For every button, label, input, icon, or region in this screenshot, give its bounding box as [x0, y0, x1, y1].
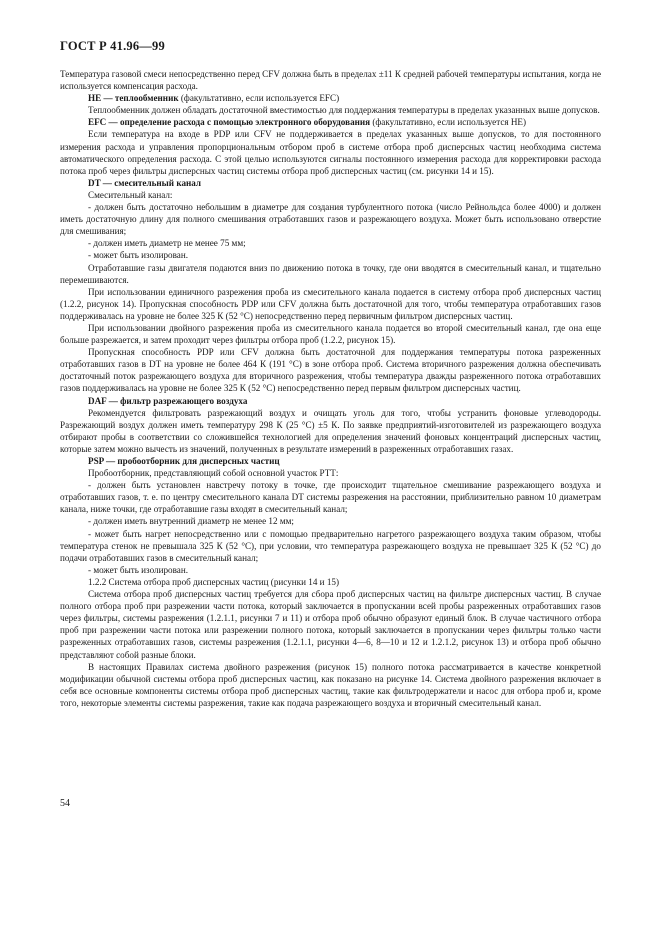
paragraph-text: - должен иметь диаметр не менее 75 мм; — [88, 238, 246, 249]
body-paragraph — [60, 201, 601, 237]
term-heading — [60, 395, 601, 407]
body-paragraph — [60, 286, 601, 322]
paragraph-text: (факультативно, если используется НЕ) — [370, 117, 527, 128]
body-paragraph — [60, 661, 601, 709]
document-body — [60, 68, 601, 709]
paragraph-text: (факультативно, если используется EFC) — [178, 93, 340, 104]
term-heading — [60, 177, 601, 189]
paragraph-text: Пропускная способность PDP или CFV должна быть достаточной для поддержания температуры потока разреженных отработавших газов в DT на уровне не более 464 К (191 °С) в зоне отбора проб. Система вторичного разрежения должна обеспечивать достаточный поток разрежающего воздуха для вторичного разрежения, чтобы температура дважды разреженного потока отработавших газов поддерживалась на уровне не более 325 К (52 °С) непосредственно перед первым фильтром дисперсных частиц. — [60, 347, 601, 394]
paragraph-text: Отработавшие газы двигателя подаются вниз по движению потока в точку, где они вводятся в смесительный канал, и тщательно перемешиваются. — [60, 262, 601, 285]
term-heading — [60, 92, 601, 104]
body-paragraph — [60, 237, 601, 249]
body-paragraph — [60, 104, 601, 116]
paragraph-text: - может быть изолирован. — [88, 564, 188, 575]
document-header: ГОСТ Р 41.96—99 — [60, 39, 165, 53]
term-label: НЕ — теплообменник — [88, 93, 179, 104]
term-label: PSP — пробоотборник для дисперсных частиц — [88, 456, 280, 466]
body-paragraph — [60, 68, 601, 92]
body-paragraph — [60, 588, 601, 661]
paragraph-text: Температура газовой смеси непосредственно перед CFV должна быть в пределах ±11 К средней рабочей температуры испытания, когда не используется компенсация расхода. — [60, 69, 601, 92]
paragraph-text: Если температура на входе в PDP или CFV не поддерживается в пределах указанных выше допусков, то для постоянного измерения расхода и управления пропорциональным отбором проб в системе отбора проб дисперсных частиц необходима система автоматического определения расхода. С этой целью используются сигналы постоянного измерения расхода для корректировки расхода потока проб через фильтры дисперсных частиц системы отбора проб дисперсных частиц (см. рисунки 14 и 15). — [60, 129, 601, 176]
body-paragraph — [60, 515, 601, 527]
paragraph-text: Смесительный канал: — [88, 189, 173, 200]
paragraph-text: В настоящих Правилах система двойного разрежения (рисунок 15) полного потока рассматривается в качестве конкретной модификации обычной системы отбора проб дисперсных частиц, как показано на рисунке 14. Система двойного разрежения включает в себя все основные компоненты системы отбора проб дисперсных частиц, такие как фильтродержатели и насос для отбора проб и, кроме того, некоторые элементы системы разрежения, такие как подача разрежающего воздуха и вторичный смесительный канал. — [60, 661, 601, 708]
body-paragraph — [60, 346, 601, 394]
term-label: DT — смесительный канал — [88, 177, 202, 188]
paragraph-text: Рекомендуется фильтровать разрежающий воздух и очищать уголь для того, чтобы устранить фоновые углеводороды. Разрежающий воздух должен иметь температуру 298 К (25 °С) ±5 К. По заявке предприятий-изготовителей из разрежающего воздуха отбирают пробы в соответствии со сложившейся технологией для определения значений фоновых концентраций дисперсных частиц, которые затем можно вычесть из значений, полученных в результате измерений в разреженных отработавших газах. — [60, 407, 601, 454]
document-page — [60, 38, 601, 709]
body-paragraph — [60, 576, 601, 588]
body-paragraph — [60, 322, 601, 346]
paragraph-text: - может быть нагрет непосредственно или с помощью предварительно нагретого разрежающего воздуха таким образом, чтобы температура стенок не превышала 325 К (52 °С), при условии, что температура разрежающего воздуха не превышает 325 К (52 °С) до подачи отработавших газов в смесительный канал; — [60, 528, 601, 563]
paragraph-text: Теплообменник должен обладать достаточной вместимостью для поддержания температуры в пределах указанных выше допусков. — [88, 105, 600, 116]
paragraph-text: - должен быть достаточно небольшим в диаметре для создания турбулентного потока (число Рейнольдса более 4000) и должен иметь достаточную длину для полного смешивания отработавших газов и разрежающего воздуха. Может быть использовано отверстие для смешивания; — [60, 202, 601, 237]
paragraph-text: - должен иметь внутренний диаметр не менее 12 мм; — [88, 516, 294, 527]
paragraph-text: При использовании двойного разрежения проба из смесительного канала подается во второй смесительный канал, где она еще больше разрежается, и затем проходит через фильтры отбора проб (1.2.2, рисунок 15). — [60, 322, 601, 346]
paragraph-text: При использовании единичного разрежения проба из смесительного канала подается в систему отбора проб дисперсных частиц (1.2.2, рисунок 14). Пропускная способность PDP или CFV должна быть достаточной для того, чтобы температура отработавших газов поддерживалась на уровне не более 325 К (52 °С) непосредственно перед первичным фильтром дисперсных частиц. — [60, 286, 601, 321]
paragraph-text: 1.2.2 Система отбора проб дисперсных частиц (рисунки 14 и 15) — [88, 576, 339, 587]
body-paragraph — [60, 249, 601, 261]
body-paragraph — [60, 564, 601, 576]
body-paragraph — [60, 479, 601, 515]
body-paragraph — [60, 189, 601, 201]
body-paragraph — [60, 528, 601, 564]
paragraph-text: - должен быть установлен навстречу потоку в точке, где происходит тщательное смешивание разрежающего воздуха и отработавших газов, т. е. по центру смесительного канала DT системы разрежения на расстоянии, приблизительно равном 10 диаметрам канала, ниже точки, где отработавшие газы входят в смесительный канал; — [60, 480, 601, 515]
body-paragraph — [60, 407, 601, 455]
body-paragraph — [60, 262, 601, 286]
paragraph-text: Система отбора проб дисперсных частиц требуется для сбора проб дисперсных частиц на фильтре дисперсных частиц. В случае полного отбора проб при разрежении части потока, который заключается в пропускании всей пробы разреженных отработавших газов через фильтры, системы разрежения (1.2.1.1, рисунки 7 и 11) и отбора проб обычно образуют единый блок. В случае частичного отбора проб при разрежении части потока или разрежении полного потока, который заключается в пропускании через фильтры только части разреженных отработавших газов, системы разрежения (1.2.1.1, рисунки 4—6, 8—10 и 12 и 1.2.1.2, рисунок 13) и отбора проб обычно представляют собой разные блоки. — [60, 589, 601, 660]
page-number: 54 — [60, 798, 70, 809]
body-paragraph — [60, 467, 601, 479]
paragraph-text: - может быть изолирован. — [88, 250, 188, 261]
term-label: EFC — определение расхода с помощью электронного оборудования — [88, 117, 371, 128]
paragraph-text: Пробоотборник, представляющий собой основной участок РТТ: — [88, 468, 339, 479]
body-paragraph — [60, 128, 601, 176]
term-label: DAF — фильтр разрежающего воздуха — [88, 395, 248, 406]
term-heading — [60, 116, 601, 128]
term-heading — [60, 455, 601, 467]
